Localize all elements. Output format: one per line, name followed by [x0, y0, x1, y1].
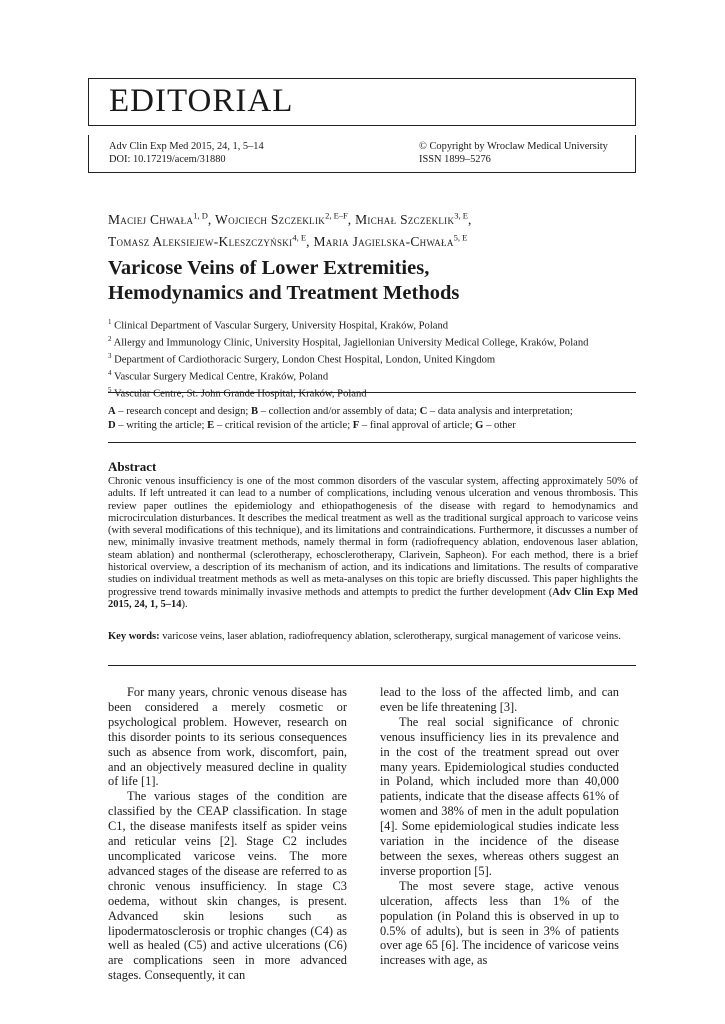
journal-info — [109, 140, 264, 166]
keywords-label: Key words: — [108, 631, 160, 642]
keywords-text: varicose veins, laser ablation, radiofrequency ablation, sclerotherapy, surgical management of varicose veins. — [159, 631, 621, 642]
author: Michał Szczeklik$^{3, E}$, — [355, 210, 472, 227]
affiliation: $^4$ Vascular Surgery Medical Centre, Kraków, Poland — [108, 369, 329, 383]
abstract-citation: Adv Clin Exp Med 2015, 24, 1, 5–14 — [108, 586, 638, 610]
author: Maciej Chwała$^{1, D}$, — [108, 210, 216, 227]
paragraph: For many years, chronic venous disease has been considered a merely cosmetic or psychological problem. However, research on this disorder points to its serious consequences such as absence from work, discomfort, pain, and an objectively measured decline in quality of life [1]. — [108, 685, 347, 789]
affiliation-list — [108, 316, 648, 401]
affiliation: $^3$ Department of Cardiothoracic Surgery, London Chest Hospital, London, United Kingdom — [108, 352, 496, 366]
journal-citation: Adv Clin Exp Med 2015, 24, 1, 5–14 — [109, 141, 264, 152]
section-label: EDITORIAL — [109, 83, 294, 119]
paragraph: The various stages of the condition are classified by the CEAP classification. In stage C1, the disease manifests itself as spider veins and reticular veins [2]. Stage C2 includes uncomplicated varicose veins. The more advanced stages of the disease are referred to as chronic venous insufficiency. In stage C3 oedema, without skin changes, is present. Advanced skin lesions such as lipodermatosclerosis or trophic changes (C4) as well as healed (C5) and active ulcerations (C6) are complications seen in more advanced stages. Consequently, it can — [108, 789, 347, 983]
publisher-info — [419, 140, 608, 166]
title-line: Varicose Veins of Lower Extremities, — [108, 257, 430, 279]
section-banner — [88, 78, 636, 126]
author: Maria Jagielska-Chwała$^{5, E}$ — [313, 232, 468, 249]
abstract-heading: Abstract — [108, 459, 157, 474]
copyright: © Copyright by Wroclaw Medical University — [419, 141, 608, 152]
contributions-legend — [108, 405, 638, 433]
article-title — [108, 256, 628, 306]
body-column-right — [380, 685, 619, 968]
paragraph: lead to the loss of the affected limb, and can even be life threatening [3]. — [380, 685, 619, 714]
affiliation: $^5$ Vascular Centre, St. John Grande Hospital, Kraków, Poland — [108, 386, 367, 400]
paragraph: The real social significance of chronic venous insufficiency lies in its prevalence and in the cost of the treatment spread out over many years. Epidemiological studies conducted in Poland, which included more than 40,000 patients, indicate that the disease affects 61% of women and 38% of men in the adult population [4]. Some epidemiological studies indicate less variation in the incidence of the disease between the sexes, whereas others suggest an inverse proportion [5]. — [380, 714, 619, 878]
divider — [108, 665, 636, 666]
keywords — [108, 631, 638, 643]
doi: DOI: 10.17219/acem/31880 — [109, 154, 226, 165]
divider — [108, 392, 636, 393]
title-line: Hemodynamics and Treatment Methods — [108, 282, 460, 304]
contributions-line: A – research concept and design; B – collection and/or assembly of data; C – data analysis and interpretation; — [108, 406, 573, 417]
contributions-line: D – writing the article; E – critical revision of the article; F – final approval of article; G – other — [108, 420, 516, 431]
affiliation: $^1$ Clinical Department of Vascular Surgery, University Hospital, Kraków, Poland — [108, 318, 449, 332]
paragraph: The most severe stage, active venous ulceration, affects less than 1% of the population (in Poland this is observed in up to 0.5% of adults), but is seen in 3% of patients over age 65 [6]. The incidence of varicose veins increases with age, as — [380, 878, 619, 968]
author-list — [108, 206, 628, 251]
affiliation: $^2$ Allergy and Immunology Clinic, University Hospital, Jagiellonian University Medical College, Kraków, Poland — [108, 335, 589, 349]
author: Wojciech Szczeklik$^{2, E-F}$, — [215, 210, 356, 227]
author: Tomasz Aleksiejew-Kleszczyński$^{4, E}$, — [108, 232, 314, 249]
journal-meta — [88, 135, 636, 173]
body-column-left — [108, 685, 347, 983]
issn: ISSN 1899–5276 — [419, 154, 491, 165]
abstract-text: Chronic venous insufficiency is one of the most common disorders of the vascular system, affecting approximately 50% of adults. If left untreated it can lead to a number of complications, including venous ulceration and venous thrombosis. This review paper outlines the epidemiology and ethiopathogenesis of the disease with regard to hemodynamics and microcirculation disturbances. It describes the medical treatment as well as the traditional surgical approach to varicose veins (with several modifications of this technique), and its limitations and contraindications. Furthermore, it discusses a number of new, minimally invasive treatment methods, namely thermal in form (radiofrequency ablation, endovenous laser ablation, steam ablation) and nonthermal (sclerotherapy, echosclerotherapy, Clarivein, Sapheon). For each method, there is a brief historical overview, a description of its mechanism of action, and its indications and limitations. The results of comparative studies on individual treatment methods as well as meta-analyses on this topic are briefly discussed. This paper highlights the progressive trend towards minimally invasive methods and attempts to predict the further development (Adv Clin Exp Med 2015, 24, 1, 5–14). — [108, 476, 638, 610]
divider — [108, 442, 636, 443]
